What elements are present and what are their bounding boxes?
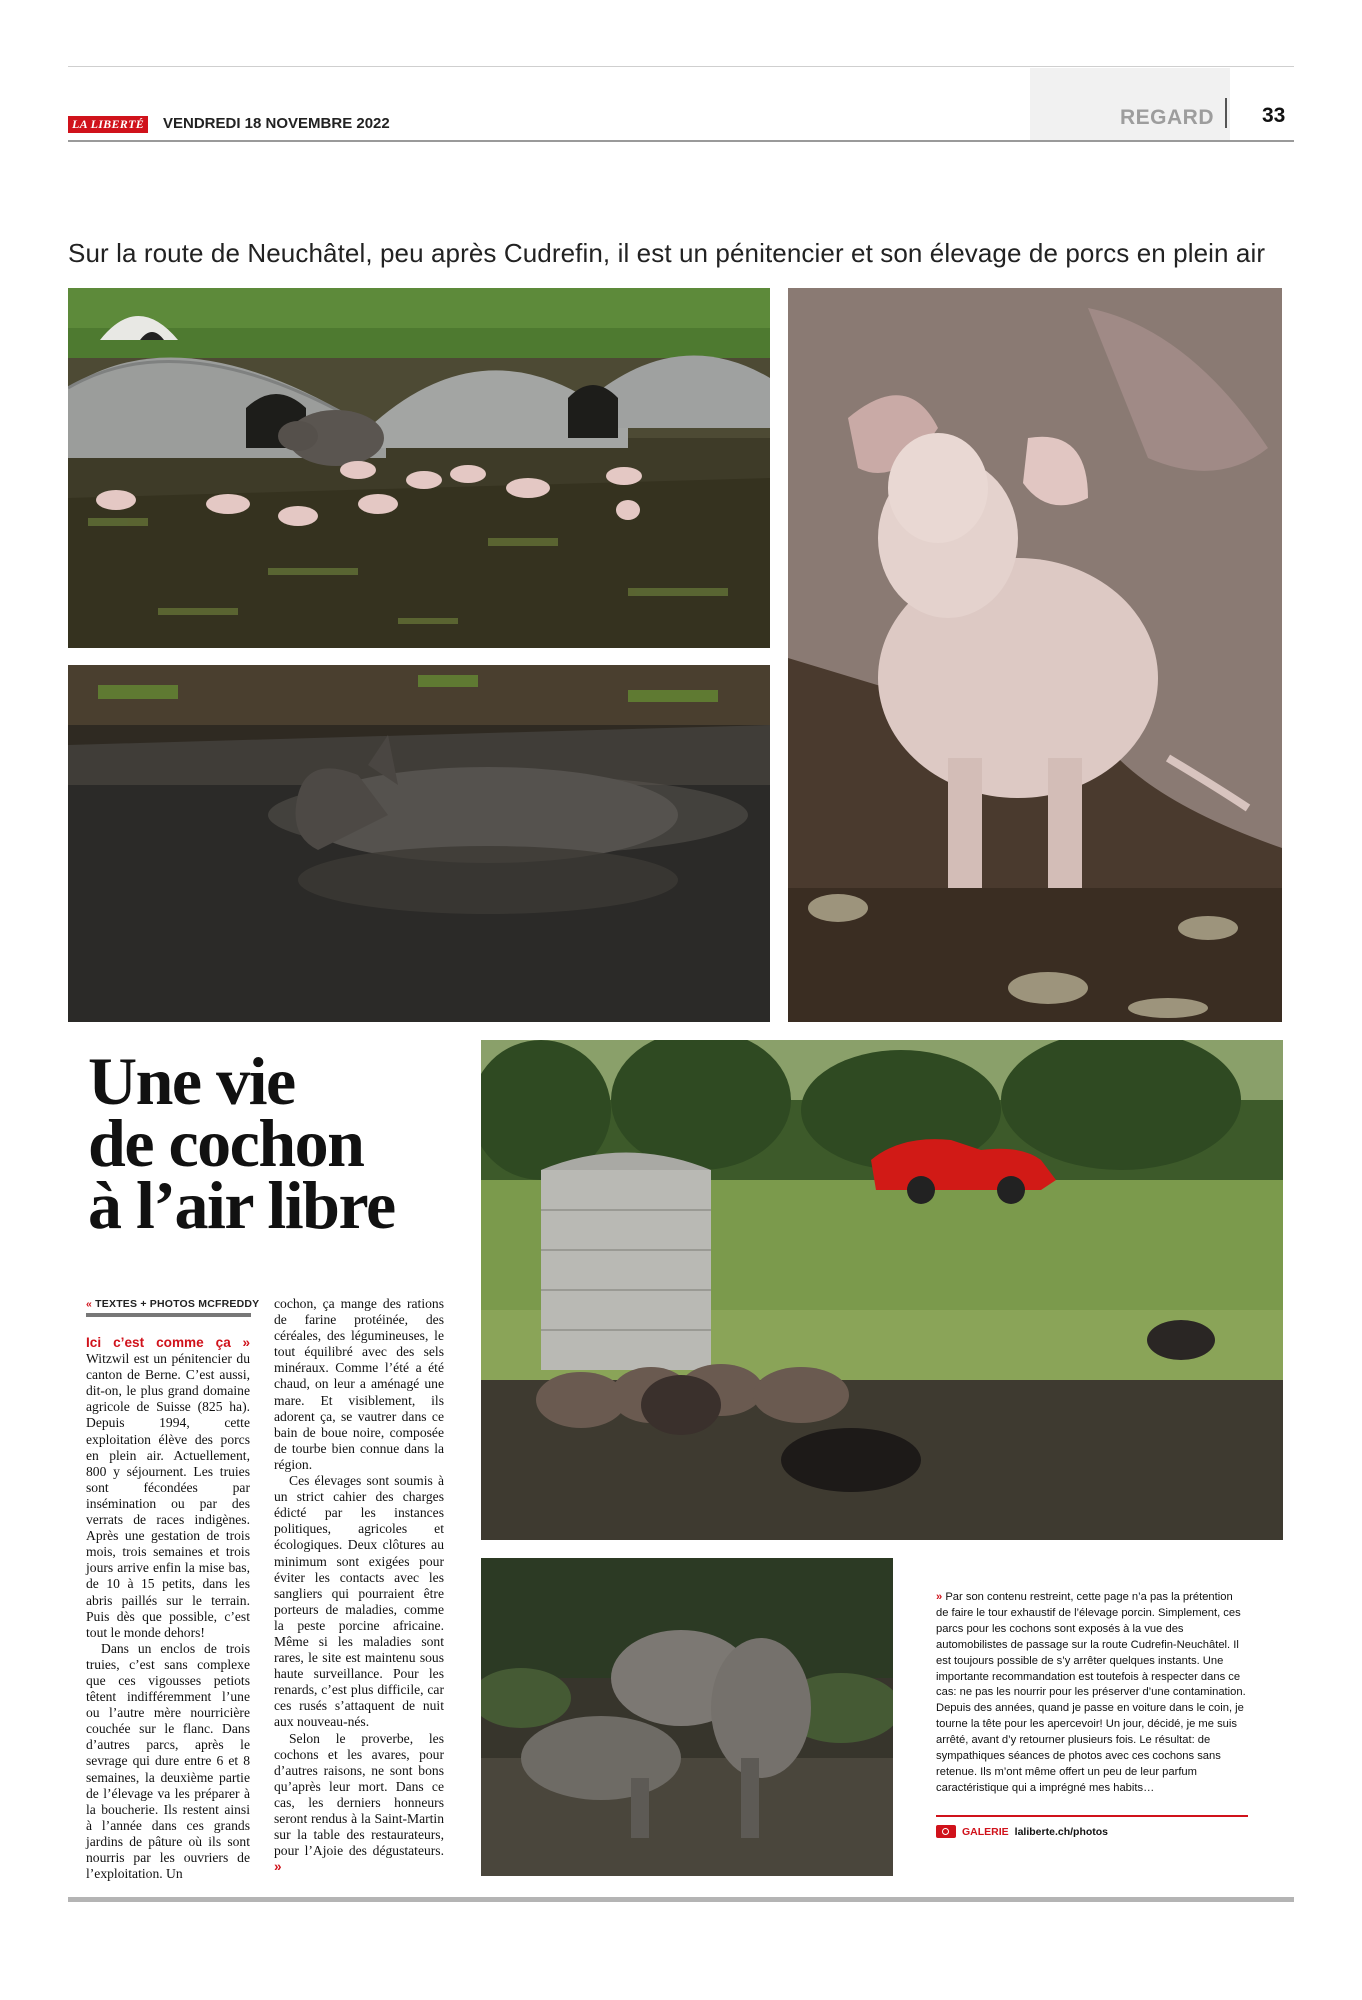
author-note-text: Par son contenu restreint, cette page n’a pas la prétention de faire le tour exhaustif de l’élevage porcin. Simplement, ces parcs pour les cochons sont exposés à la vue des automobilistes de passage sur la route Cudrefin-Neuchâtel. Il est toujours possible de s’y arrêter quelques instants. Une importante recommandation est toutefois à respecter dans ce cas: ne pas les nourrir pour les préserver d’une contamination. Depuis des années, quand je passe en voiture dans le coin, je tourne la tête pour les apercevoir! Un jour, décidé, je me suis arrêté, avant d’y retourner plusieurs fois. Le résultat: de sympathiques séances de photos avec ces cochons sans retenue. Ils m’ont même offert un peu de leur parfum caractéristique qui a imprégné mes habits… — [936, 1591, 1246, 1794]
paragraph-2: Dans un enclos de trois truies, c’est sans complexe que ces vigousses petiots têtent indifféremment l’une ou l’autre mère nourricière couchée sur le flanc. Dans d’autres parcs, après le sevrage qui dure entre 6 et 8 semaines, la deuxième partie de l’élevage va les préparer à la boucherie. Ils restent ainsi à l’année dans ces grands jardins de pâture où ils sont nourris par les ouvriers de l’exploitation. Un — [86, 1640, 250, 1882]
top-rule — [68, 66, 1294, 67]
issue-date: VENDREDI 18 NOVEMBRE 2022 — [163, 115, 390, 132]
paragraph-4: Ces élevages sont soumis à un strict cahier des charges édicté par les instances politiques, agricoles et écologiques. Deux clôtures au minimum sont exigées pour éviter les contacts avec les sangliers qui pourraient être porteurs de maladies, comme la peste porcine africaine. Même si les maladies sont rares, le site est maintenu sous haute surveillance. Pour les renards, c’est plus difficile, car ces rusés s’attaquent de nuit aux nouveau-nés. — [274, 1473, 444, 1730]
article-column-1 — [86, 1335, 250, 1882]
byline — [86, 1298, 259, 1310]
lead-marker: » — [242, 1335, 250, 1350]
footer-rule — [68, 1897, 1294, 1902]
end-marker: » — [274, 1859, 282, 1875]
gallery-label: GALERIE — [962, 1825, 1009, 1838]
article-column-2 — [274, 1296, 444, 1875]
photo-pig-in-pond[interactable] — [68, 665, 770, 1022]
page-subtitle: Sur la route de Neuchâtel, peu après Cudrefin, il est un pénitencier et son élevage de porcs en plein air — [68, 238, 1266, 268]
author-note — [936, 1590, 1248, 1797]
paragraph-5-text: Selon le proverbe, les cochons et les avares, pour d’autres raisons, ne sont bons qu’après leur mort. Dans ce cas, les derniers honneurs seront rendus à la Saint-Martin sur la table des restaurateurs, pour l’Ajoie des dégustateurs. — [274, 1730, 444, 1859]
header-separator — [1225, 98, 1227, 128]
photo-piglet-and-sow[interactable] — [788, 288, 1282, 1022]
author-note-marker: » — [936, 1591, 943, 1603]
gallery-rule — [936, 1815, 1248, 1817]
photo-pig-huts[interactable] — [68, 288, 770, 648]
headline — [88, 1043, 468, 1243]
headline-line-3: à l’air libre — [88, 1167, 395, 1243]
headline-line-1: Une vie — [88, 1043, 295, 1119]
header-rule — [68, 140, 1294, 142]
byline-marker: « — [86, 1298, 93, 1310]
paragraph-1 — [86, 1335, 250, 1641]
section-name[interactable]: REGARD — [1120, 106, 1215, 129]
paragraph-1-text: Witzwil est un pénitencier du canton de Berne. C’est aussi, dit-on, le plus grand domaine agricole de Suisse (825 ha). Depuis 1994, cette exploitation élève des porcs en plein air. Actuellement, 800 y séjournent. Les truies sont fécondées par insémination ou par des verrats de races indigènes. Après une gestation de trois mois, trois semaines et trois jours arrive enfin la mise bas, de 10 à 15 petits, dans les abris paillés sur le terrain. Puis dès que possible, c’est tout le monde dehors! — [86, 1351, 250, 1640]
byline-rule — [86, 1313, 251, 1317]
photo-playing-pigs[interactable] — [481, 1558, 893, 1876]
page-number: 33 — [1262, 104, 1286, 127]
gallery-link[interactable] — [936, 1825, 1108, 1838]
byline-text: TEXTES + PHOTOS MCFREDDY — [95, 1298, 260, 1310]
newspaper-logo[interactable]: LA LIBERTÉ — [68, 116, 148, 133]
paragraph-3: cochon, ça mange des rations de farine protéinée, des céréales, des légumineuses, le tout équilibré avec des sels minéraux. Comme l’été a été chaud, on leur a aménagé une mare. Et visiblement, ils adorent ça, se vautrer dans ce bain de boue noire, composée de tourbe bien connue dans la région. — [274, 1296, 444, 1472]
paragraph-5 — [274, 1731, 444, 1876]
photo-silo-and-red-car[interactable] — [481, 1040, 1283, 1540]
gallery-url[interactable]: laliberte.ch/photos — [1014, 1825, 1109, 1838]
headline-line-2: de cochon — [88, 1105, 364, 1181]
camera-icon — [936, 1825, 956, 1838]
lead-in: Ici c’est comme ça — [86, 1335, 231, 1350]
